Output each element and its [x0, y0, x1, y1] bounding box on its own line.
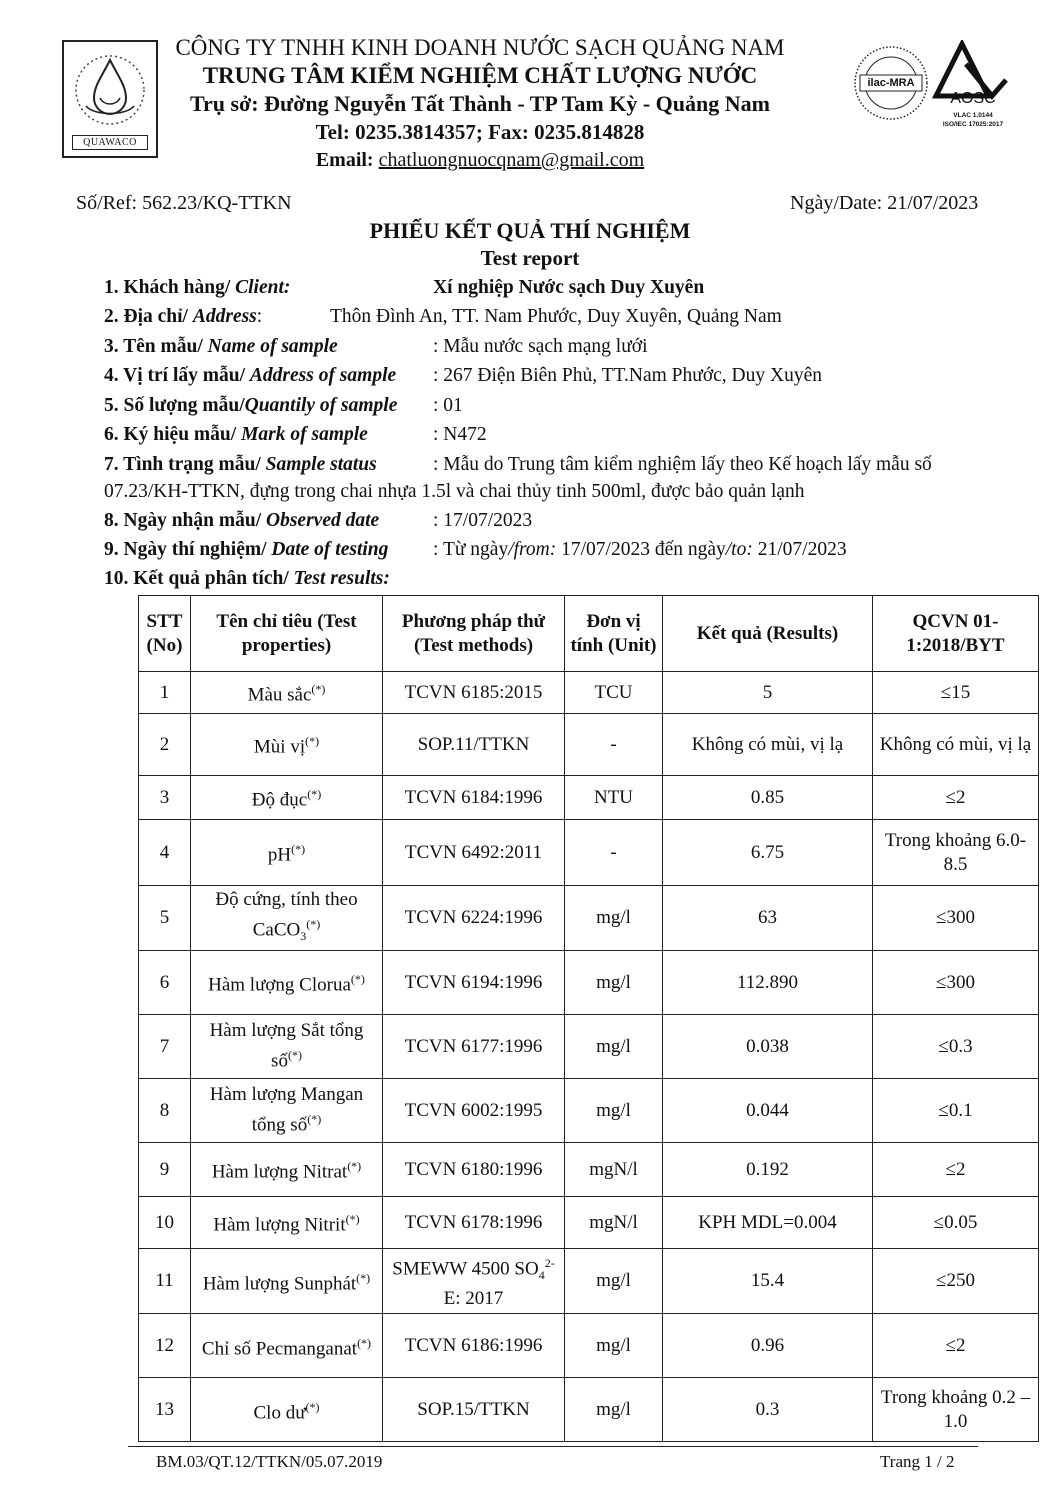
- sample-status-value-line1: : Mẫu do Trung tâm kiểm nghiệm lấy theo Kế hoạch lấy mẫu số: [433, 454, 932, 475]
- table-row: 10 Hàm lượng Nitrit(*) TCVN 6178:1996 mgN/l KPH MDL=0.004 ≤0.05: [139, 1197, 1039, 1249]
- vilas-code: VLAC 1.0144: [953, 112, 993, 119]
- table-row: 5 Độ cứng, tính theo CaCO$_3$(*) TCVN 6224:1996 mg/l 63 ≤300: [139, 886, 1039, 951]
- table-row: 3 Độ đục(*) TCVN 6184:1996 NTU 0.85 ≤2: [139, 776, 1039, 820]
- head-office-address: Trụ sở: Đường Nguyễn Tất Thành - TP Tam Kỳ - Quảng Nam: [190, 91, 770, 116]
- sample-status-value-line2: 07.23/KH-TTKN, đựng trong chai nhựa 1.5l và chai thủy tinh 500ml, được bảo quản lạnh: [104, 481, 805, 502]
- sample-name-label: 3. Tên mẫu/ Name of sample: [104, 336, 338, 357]
- reference-number: Số/Ref: 562.23/KQ-TTKN: [76, 192, 292, 214]
- table-row: 8 Hàm lượng Mangan tổng số(*) TCVN 6002:1995 mg/l 0.044 ≤0.1: [139, 1079, 1039, 1143]
- col-header-no: STT (No): [139, 596, 191, 672]
- observed-date-value: : 17/07/2023: [433, 510, 533, 531]
- client-label: 1. Khách hàng/ Client:: [104, 277, 291, 298]
- table-row: 13 Clo dư(*) SOP.15/TTKN mg/l 0.3 Trong khoảng 0.2 – 1.0: [139, 1378, 1039, 1442]
- testing-date-label: 9. Ngày thí nghiệm/ Date of testing: [104, 539, 389, 560]
- sample-mark-value: : N472: [433, 424, 487, 445]
- test-results-label: 10. Kết quả phân tích/ Test results:: [104, 568, 390, 589]
- email-link[interactable]: chatluongnuocqnam@gmail.com: [378, 149, 645, 171]
- page-number: Trang 1 / 2: [880, 1452, 955, 1471]
- contact-email: [150, 146, 810, 174]
- report-subtitle: Test report: [480, 246, 580, 270]
- water-drop-logo-icon: [64, 46, 156, 138]
- col-header-methods: Phương pháp thử (Test methods): [383, 596, 565, 672]
- table-row: 1 Màu sắc(*) TCVN 6185:2015 TCU 5 ≤15: [139, 672, 1039, 714]
- aosc-label: AOSC: [950, 90, 996, 107]
- sample-location-label: 4. Vị trí lấy mẫu/ Address of sample: [104, 365, 397, 386]
- col-header-properties: Tên chỉ tiêu (Test properties): [191, 596, 383, 672]
- iso-standard: ISO/IEC 17025:2017: [942, 121, 1004, 128]
- form-code: BM.03/QT.12/TTKN/05.07.2019: [156, 1452, 383, 1471]
- sample-name-value: : Mẫu nước sạch mạng lưới: [433, 336, 648, 357]
- table-row: 6 Hàm lượng Clorua(*) TCVN 6194:1996 mg/l 112.890 ≤300: [139, 951, 1039, 1015]
- table-row: 9 Hàm lượng Nitrat(*) TCVN 6180:1996 mgN/l 0.192 ≤2: [139, 1143, 1039, 1197]
- logo-caption: QUAWACO: [72, 135, 148, 150]
- aosc-accreditation-mark: [932, 40, 1014, 140]
- col-header-standard: QCVN 01-1:2018/BYT: [873, 596, 1039, 672]
- address-value: Thôn Đình An, TT. Nam Phước, Duy Xuyên, Quảng Nam: [330, 306, 782, 327]
- sample-status-label: 7. Tình trạng mẫu/ Sample status: [104, 454, 377, 475]
- client-value: Xí nghiệp Nước sạch Duy Xuyên: [433, 277, 705, 298]
- contact-phone-fax: Tel: 0235.3814357; Fax: 0235.814828: [315, 120, 645, 144]
- sample-quantity-value: : 01: [433, 395, 463, 416]
- observed-date-label: 8. Ngày nhận mẫu/ Observed date: [104, 510, 380, 531]
- sample-quantity-label: 5. Số lượng mẫu/Quantily of sample: [104, 395, 398, 416]
- footer-divider: [128, 1446, 978, 1447]
- email-label: Email:: [315, 149, 379, 171]
- center-name: TRUNG TÂM KIỂM NGHIỆM CHẤT LƯỢNG NƯỚC: [202, 63, 758, 88]
- table-row: 2 Mùi vị(*) SOP.11/TTKN - Không có mùi, vị lạ Không có mùi, vị lạ: [139, 714, 1039, 776]
- table-row: 7 Hàm lượng Sắt tổng số(*) TCVN 6177:1996 mg/l 0.038 ≤0.3: [139, 1015, 1039, 1079]
- report-title: PHIẾU KẾT QUẢ THÍ NGHIỆM: [369, 218, 691, 243]
- ilac-mra-seal: [852, 44, 930, 122]
- table-row: 11 Hàm lượng Sunphát(*) SMEWW 4500 $SO_4^{2-}$ E: 2017 mg/l 15.4 ≤250: [139, 1249, 1039, 1314]
- company-name: CÔNG TY TNHH KINH DOANH NƯỚC SẠCH QUẢNG NAM: [175, 35, 785, 60]
- testing-date-value: : Từ ngày/from: 17/07/2023 đến ngày/to: 21/07/2023: [433, 539, 847, 560]
- test-results-table: [138, 595, 1039, 1442]
- company-logo: [62, 40, 158, 158]
- ilac-label: ilac-MRA: [867, 77, 915, 89]
- report-date: Ngày/Date: 21/07/2023: [790, 192, 979, 214]
- table-row: 12 Chỉ số Pecmanganat(*) TCVN 6186:1996 mg/l 0.96 ≤2: [139, 1314, 1039, 1378]
- table-row: 4 pH(*) TCVN 6492:2011 - 6.75 Trong khoảng 6.0-8.5: [139, 820, 1039, 886]
- sample-location-value: : 267 Điện Biên Phủ, TT.Nam Phước, Duy Xuyên: [433, 365, 823, 386]
- sample-mark-label: 6. Ký hiệu mẫu/ Mark of sample: [104, 424, 368, 445]
- col-header-results: Kết quả (Results): [663, 596, 873, 672]
- table-header-row: [139, 596, 1039, 672]
- col-header-unit: Đơn vị tính (Unit): [565, 596, 663, 672]
- address-label: 2. Địa chỉ/ Address:: [104, 306, 263, 327]
